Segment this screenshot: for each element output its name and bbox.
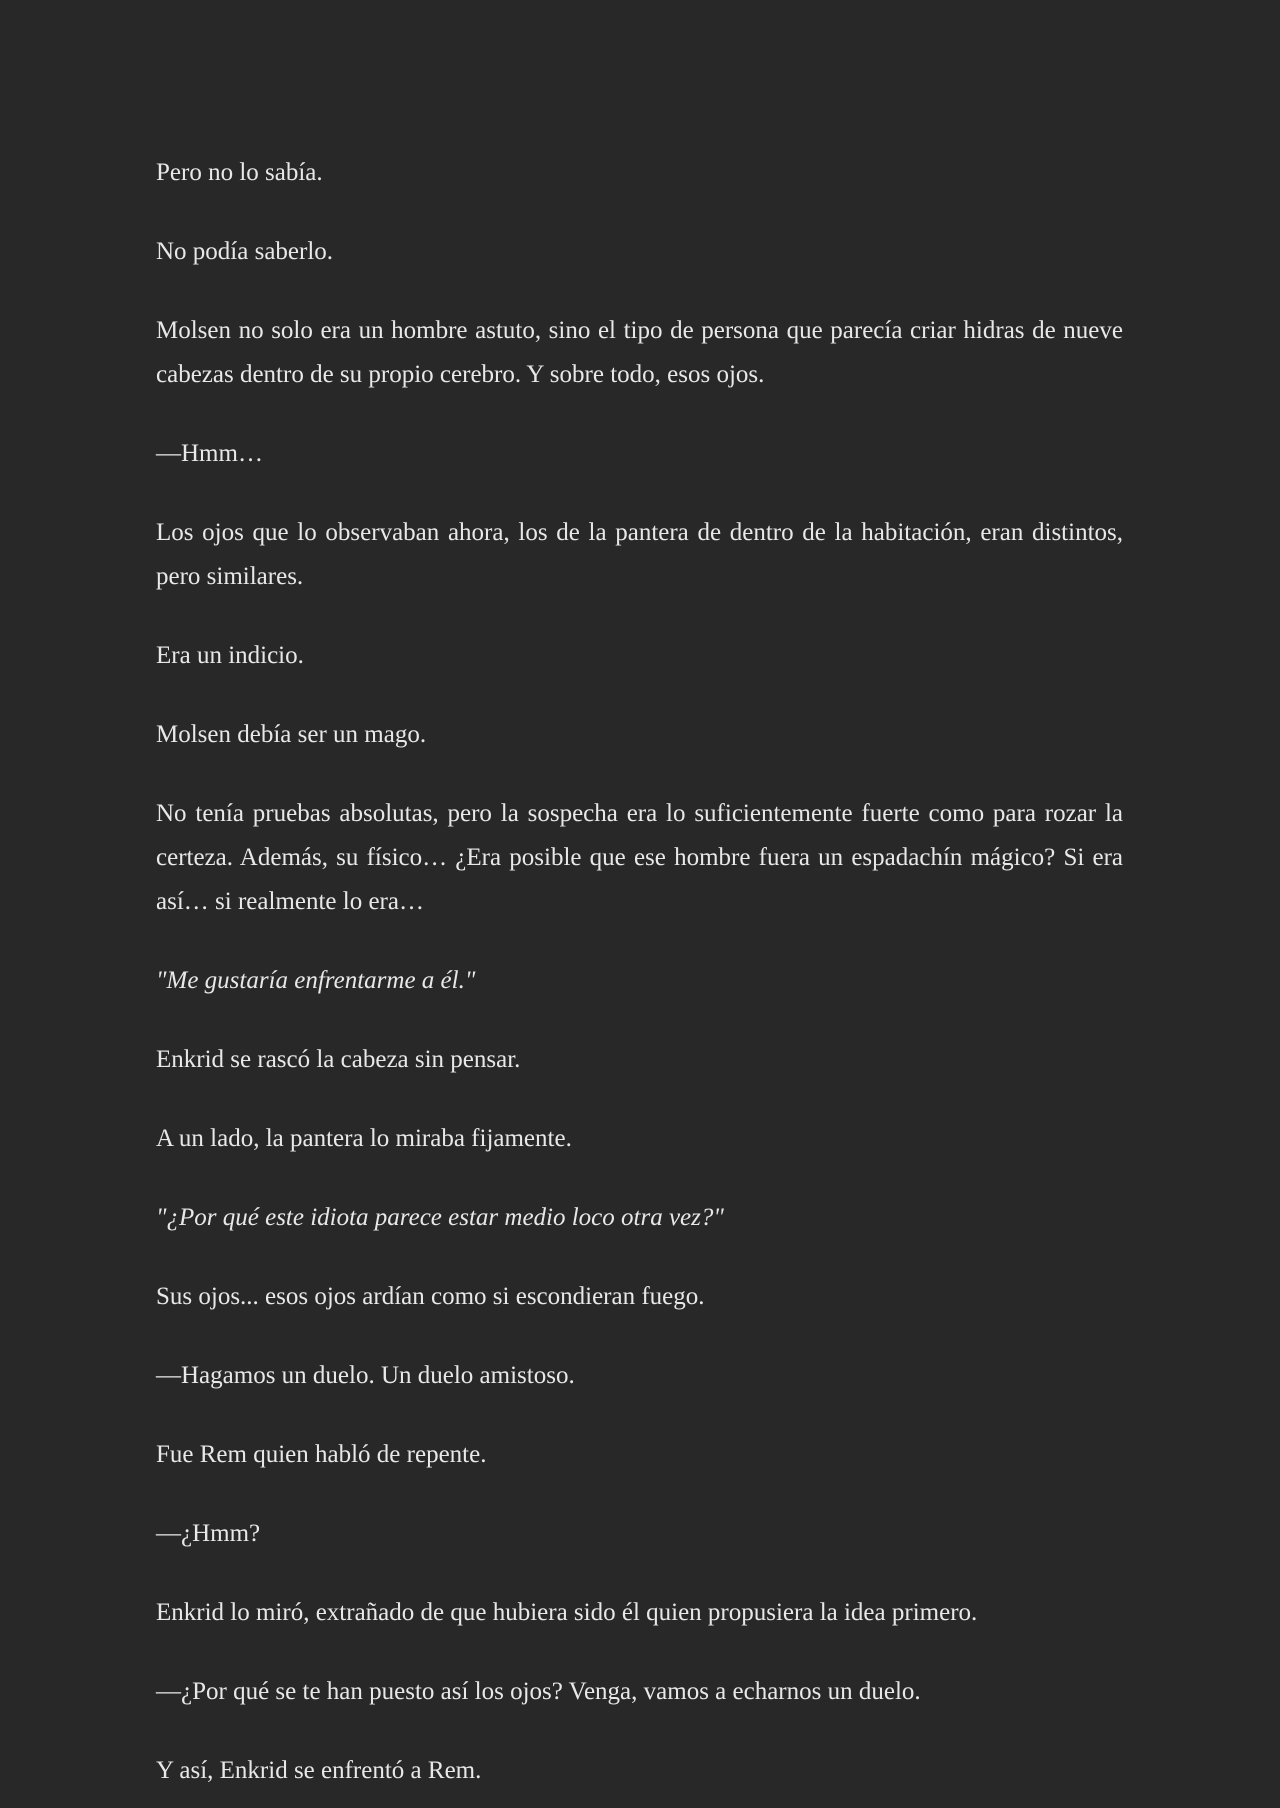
- paragraph-5: Los ojos que lo observaban ahora, los de la pantera de dentro de la habitación, eran distintos, pero similares.: [156, 519, 1123, 590]
- paragraph-19: Y así, Enkrid se enfrentó a Rem.: [156, 1757, 482, 1784]
- paragraph-15: Fue Rem quien habló de repente.: [156, 1441, 487, 1468]
- paragraph-2: No podía saberlo.: [156, 238, 334, 265]
- paragraph-9-thought: "Me gustaría enfrentarme a él.": [156, 967, 476, 994]
- paragraph-18: —¿Por qué se te han puesto así los ojos? Venga, vamos a echarnos un duelo.: [156, 1678, 921, 1705]
- paragraph-7: Molsen debía ser un mago.: [156, 721, 427, 748]
- paragraph-11: A un lado, la pantera lo miraba fijamente.: [156, 1125, 572, 1152]
- chapter-text: [156, 151, 1123, 1793]
- paragraph-6: Era un indicio.: [156, 642, 304, 669]
- paragraph-4: —Hmm…: [156, 440, 263, 467]
- paragraph-8: No tenía pruebas absolutas, pero la sospecha era lo suficientemente fuerte como para rozar la certeza. Además, su físico… ¿Era posible que ese hombre fuera un espadachín mágico? Si era así… si realmente lo era…: [156, 800, 1123, 915]
- paragraph-12-thought: "¿Por qué este idiota parece estar medio loco otra vez?": [156, 1204, 724, 1231]
- paragraph-10: Enkrid se rascó la cabeza sin pensar.: [156, 1046, 521, 1073]
- paragraph-3: Molsen no solo era un hombre astuto, sino el tipo de persona que parecía criar hidras de nueve cabezas dentro de su propio cerebro. Y sobre todo, esos ojos.: [156, 317, 1123, 388]
- paragraph-16: —¿Hmm?: [156, 1520, 261, 1547]
- paragraph-14: —Hagamos un duelo. Un duelo amistoso.: [156, 1362, 575, 1389]
- paragraph-1: Pero no lo sabía.: [156, 159, 323, 186]
- paragraph-17: Enkrid lo miró, extrañado de que hubiera sido él quien propusiera la idea primero.: [156, 1599, 978, 1626]
- paragraph-13: Sus ojos... esos ojos ardían como si escondieran fuego.: [156, 1283, 705, 1310]
